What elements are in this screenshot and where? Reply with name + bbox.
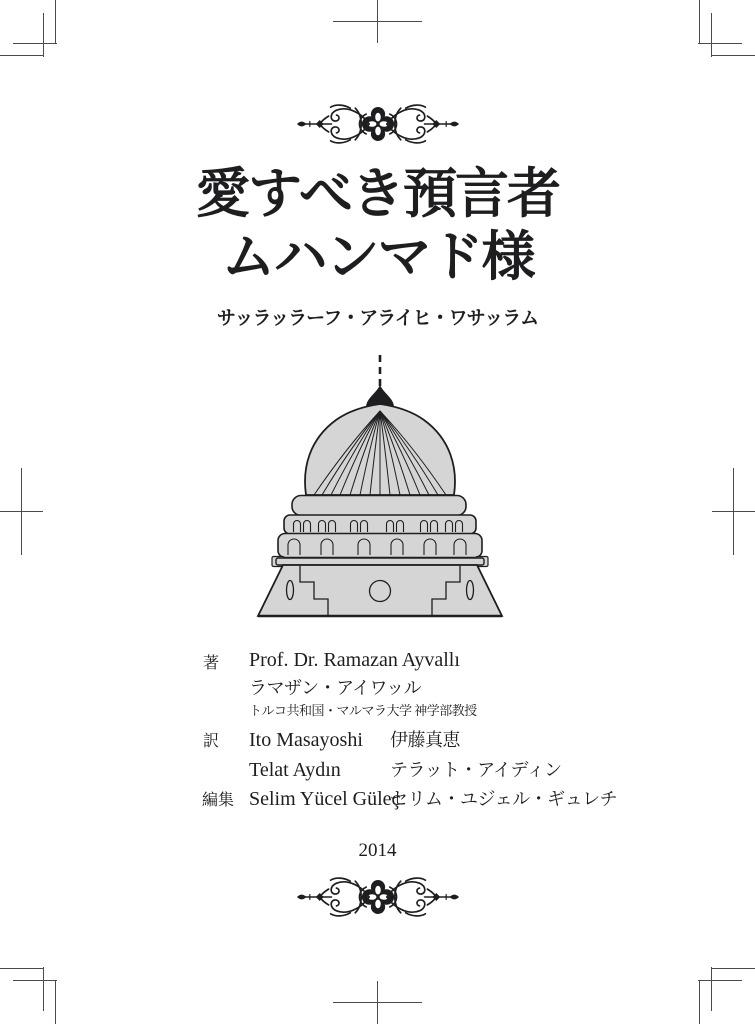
author-label: 著 (203, 655, 220, 672)
author-affiliation: トルコ共和国・マルマラ大学 神学部教授 (249, 703, 477, 718)
author-name-roman: Prof. Dr. Ramazan Ayvallı (249, 649, 460, 671)
editor-name-japanese: セリム・ユジェル・ギュレチ (390, 789, 618, 809)
title-line-1: 愛すべき預言者 (196, 164, 559, 224)
author-name-katakana: ラマザン・アイワッル (249, 678, 422, 698)
fleuron-ornament-icon (295, 103, 461, 145)
translator-1-japanese: 伊藤真恵 (390, 730, 460, 750)
editor-label: 編集 (202, 792, 235, 809)
fleuron-ornament-icon (295, 876, 461, 918)
translator-2-roman: Telat Aydın (249, 759, 341, 781)
publication-year: 2014 (358, 840, 397, 861)
title-line-2: ムハンマド様 (221, 227, 534, 287)
translator-1-roman: Ito Masayoshi (249, 729, 363, 751)
mosque-dome-illustration (250, 353, 508, 619)
editor-name-roman: Selim Yücel Güleç (249, 788, 401, 810)
honorific-subtitle: サッラッラーフ・アライヒ・ワサッラム (216, 308, 539, 329)
translator-label: 訳 (203, 733, 220, 750)
page-title (0, 163, 755, 289)
translator-2-japanese: テラット・アイディン (390, 760, 562, 780)
